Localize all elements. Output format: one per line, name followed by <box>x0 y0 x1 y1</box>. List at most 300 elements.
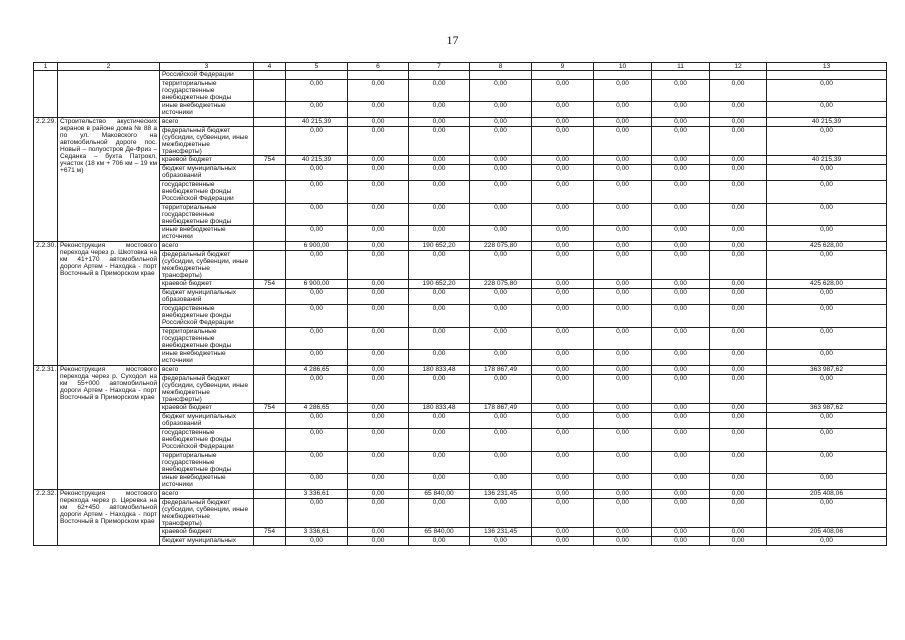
value-cell: 0,00 <box>470 251 532 280</box>
value-cell: 0,00 <box>710 102 767 118</box>
value-cell: 0,00 <box>409 204 470 226</box>
value-cell: 0,00 <box>532 413 594 429</box>
value-cell: 0,00 <box>286 328 348 350</box>
value-cell: 0,00 <box>409 156 470 165</box>
funding-source: федеральный бюджет (субсидии, субвенции, иные межбюджетные трансферты) <box>160 499 254 528</box>
value-cell: 0,00 <box>767 375 887 404</box>
value-cell: 0,00 <box>470 537 532 546</box>
value-cell: 0,00 <box>286 102 348 118</box>
value-cell: 0,00 <box>594 452 652 474</box>
table-row <box>34 328 887 350</box>
program-code-cell <box>254 490 286 499</box>
value-cell: 0,00 <box>594 537 652 546</box>
value-cell <box>254 102 286 118</box>
value-cell: 0,00 <box>348 80 409 102</box>
value-cell: 0,00 <box>409 251 470 280</box>
value-cell: 0,00 <box>767 305 887 328</box>
funding-source: территориальные государственные внебюджетные фонды <box>160 204 254 226</box>
value-cell: 0,00 <box>286 474 348 490</box>
table-row <box>34 118 887 127</box>
page-number: 17 <box>446 33 459 47</box>
value-cell: 0,00 <box>710 226 767 242</box>
table-row <box>34 413 887 429</box>
value-cell: 228 075,80 <box>470 280 532 289</box>
value-cell: 0,00 <box>710 242 767 251</box>
value-cell: 0,00 <box>594 181 652 204</box>
table-row <box>34 251 887 280</box>
value-cell: 0,00 <box>652 118 710 127</box>
value-cell: 0,00 <box>532 251 594 280</box>
value-cell: 0,00 <box>594 499 652 528</box>
program-code-cell <box>254 452 286 474</box>
value-cell: 65 840,00 <box>409 490 470 499</box>
funding-source: всего <box>160 242 254 251</box>
value-cell: 136 231,45 <box>470 490 532 499</box>
value-cell: 0,00 <box>348 251 409 280</box>
table-row <box>34 80 887 102</box>
value-cell <box>409 71 470 80</box>
row-code: 2.2.30. <box>34 242 58 366</box>
value-cell: 0,00 <box>470 226 532 242</box>
value-cell: 0,00 <box>767 165 887 181</box>
table-row <box>34 537 887 546</box>
value-cell: 0,00 <box>286 305 348 328</box>
table-row <box>34 165 887 181</box>
value-cell: 0,00 <box>532 528 594 537</box>
value-cell: 205 408,06 <box>767 490 887 499</box>
value-cell: 0,00 <box>348 305 409 328</box>
value-cell: 363 987,62 <box>767 366 887 375</box>
table-row <box>34 226 887 242</box>
value-cell: 40 215,39 <box>767 118 887 127</box>
value-cell: 0,00 <box>470 350 532 366</box>
funding-source: всего <box>160 366 254 375</box>
value-cell: 0,00 <box>652 204 710 226</box>
funding-source: бюджет муниципальных образований <box>160 165 254 181</box>
value-cell: 0,00 <box>767 429 887 452</box>
value-cell: 0,00 <box>710 375 767 404</box>
value-cell: 0,00 <box>594 102 652 118</box>
value-cell: 0,00 <box>767 226 887 242</box>
value-cell: 0,00 <box>409 375 470 404</box>
value-cell: 6 900,00 <box>286 242 348 251</box>
program-code-cell <box>254 165 286 181</box>
column-header: 1 <box>34 63 58 71</box>
value-cell: 0,00 <box>594 118 652 127</box>
table-row <box>34 305 887 328</box>
value-cell: 0,00 <box>594 328 652 350</box>
value-cell: 0,00 <box>710 127 767 156</box>
value-cell: 0,00 <box>409 537 470 546</box>
value-cell: 0,00 <box>710 118 767 127</box>
value-cell: 0,00 <box>532 118 594 127</box>
value-cell: 0,00 <box>409 350 470 366</box>
value-cell: 0,00 <box>348 127 409 156</box>
value-cell: 0,00 <box>532 289 594 305</box>
value-cell: 0,00 <box>409 102 470 118</box>
value-cell: 0,00 <box>652 375 710 404</box>
column-header: 5 <box>286 63 348 71</box>
value-cell: 0,00 <box>652 429 710 452</box>
value-cell: 0,00 <box>470 204 532 226</box>
table-row <box>34 350 887 366</box>
budget-table <box>33 62 887 546</box>
value-cell: 0,00 <box>710 181 767 204</box>
value-cell: 0,00 <box>594 251 652 280</box>
value-cell: 136 231,45 <box>470 528 532 537</box>
value-cell: 0,00 <box>532 165 594 181</box>
value-cell: 0,00 <box>348 328 409 350</box>
value-cell: 0,00 <box>286 127 348 156</box>
value-cell: 0,00 <box>470 80 532 102</box>
value-cell <box>286 71 348 80</box>
value-cell: 0,00 <box>710 165 767 181</box>
program-code-cell <box>254 413 286 429</box>
value-cell: 0,00 <box>767 350 887 366</box>
value-cell: 0,00 <box>710 537 767 546</box>
value-cell: 0,00 <box>348 413 409 429</box>
value-cell: 0,00 <box>470 328 532 350</box>
value-cell: 0,00 <box>348 118 409 127</box>
value-cell <box>652 71 710 80</box>
program-code-cell <box>254 251 286 280</box>
value-cell: 0,00 <box>470 375 532 404</box>
funding-source: федеральный бюджет (субсидии, субвенции, иные межбюджетные трансферты) <box>160 251 254 280</box>
value-cell: 228 075,80 <box>470 242 532 251</box>
value-cell: 0,00 <box>470 181 532 204</box>
value-cell: 0,00 <box>409 181 470 204</box>
value-cell: 0,00 <box>532 366 594 375</box>
table-row <box>34 127 887 156</box>
value-cell: 0,00 <box>652 226 710 242</box>
funding-source: всего <box>160 490 254 499</box>
value-cell: 0,00 <box>532 80 594 102</box>
value-cell: 0,00 <box>470 289 532 305</box>
value-cell: 425 628,00 <box>767 242 887 251</box>
row-code: 2.2.31. <box>34 366 58 490</box>
column-header: 3 <box>160 63 254 71</box>
value-cell: 0,00 <box>532 280 594 289</box>
value-cell: 0,00 <box>594 289 652 305</box>
funding-source: иные внебюджетные источники <box>160 102 254 118</box>
value-cell: 3 336,61 <box>286 528 348 537</box>
value-cell: 0,00 <box>594 280 652 289</box>
value-cell: 0,00 <box>470 127 532 156</box>
value-cell: 0,00 <box>532 429 594 452</box>
value-cell: 0,00 <box>286 80 348 102</box>
value-cell: 0,00 <box>470 305 532 328</box>
value-cell: 0,00 <box>470 156 532 165</box>
program-code-cell <box>254 429 286 452</box>
value-cell: 0,00 <box>470 474 532 490</box>
value-cell: 0,00 <box>348 350 409 366</box>
value-cell: 40 215,39 <box>286 118 348 127</box>
funding-source: краевой бюджет <box>160 156 254 165</box>
value-cell: 425 628,00 <box>767 280 887 289</box>
funding-source: федеральный бюджет (субсидии, субвенции, иные межбюджетные трансферты) <box>160 127 254 156</box>
value-cell: 0,00 <box>532 452 594 474</box>
value-cell: 0,00 <box>532 226 594 242</box>
funding-source: федеральный бюджет (субсидии, субвенции, иные межбюджетные трансферты) <box>160 375 254 404</box>
value-cell: 0,00 <box>767 328 887 350</box>
funding-source: иные внебюджетные источники <box>160 350 254 366</box>
program-code-cell <box>254 305 286 328</box>
table-row <box>34 181 887 204</box>
row-code <box>34 71 58 118</box>
value-cell: 0,00 <box>710 499 767 528</box>
program-code-cell <box>254 499 286 528</box>
value-cell: 0,00 <box>710 289 767 305</box>
program-code-cell <box>254 127 286 156</box>
value-cell: 0,00 <box>767 499 887 528</box>
value-cell <box>710 71 767 80</box>
value-cell: 0,00 <box>652 413 710 429</box>
value-cell: 0,00 <box>710 328 767 350</box>
table-row <box>34 280 887 289</box>
funding-source: территориальные государственные внебюджетные фонды <box>160 328 254 350</box>
value-cell: 0,00 <box>348 404 409 413</box>
value-cell: 0,00 <box>594 350 652 366</box>
value-cell: 0,00 <box>348 429 409 452</box>
value-cell: 0,00 <box>348 226 409 242</box>
value-cell: 0,00 <box>710 452 767 474</box>
value-cell <box>470 71 532 80</box>
program-code-cell: 754 <box>254 280 286 289</box>
value-cell: 0,00 <box>652 181 710 204</box>
row-name: Строительство акустических экранов в районе дома № 88 а по ул. Маковского на автомобильной дороге пос. Новый – полуостров Де-Фриз – Седанка – бухта Патрокл, участок (18 км + 706 км – 19 км +671 м) <box>58 118 160 242</box>
value-cell: 0,00 <box>348 375 409 404</box>
value-cell: 0,00 <box>710 413 767 429</box>
value-cell: 0,00 <box>767 204 887 226</box>
value-cell: 0,00 <box>652 404 710 413</box>
value-cell: 0,00 <box>348 474 409 490</box>
value-cell: 0,00 <box>532 204 594 226</box>
funding-source: территориальные государственные внебюджетные фонды <box>160 452 254 474</box>
value-cell: 0,00 <box>710 156 767 165</box>
value-cell: 0,00 <box>409 305 470 328</box>
row-code: 2.2.32. <box>34 490 58 546</box>
program-code-cell <box>254 289 286 305</box>
funding-source: бюджет муниципальных <box>160 537 254 546</box>
value-cell: 0,00 <box>710 280 767 289</box>
value-cell: 0,00 <box>767 127 887 156</box>
program-code-cell: 754 <box>254 404 286 413</box>
value-cell: 0,00 <box>652 127 710 156</box>
value-cell: 0,00 <box>652 305 710 328</box>
value-cell <box>532 71 594 80</box>
table-row <box>34 71 887 80</box>
program-code-cell <box>254 242 286 251</box>
value-cell: 0,00 <box>710 366 767 375</box>
program-code-cell <box>254 375 286 404</box>
value-cell: 0,00 <box>286 204 348 226</box>
value-cell: 0,00 <box>286 165 348 181</box>
value-cell: 0,00 <box>348 156 409 165</box>
value-cell <box>594 71 652 80</box>
value-cell: 0,00 <box>348 537 409 546</box>
value-cell: 0,00 <box>286 350 348 366</box>
value-cell: 0,00 <box>767 80 887 102</box>
value-cell: 0,00 <box>409 413 470 429</box>
value-cell <box>348 71 409 80</box>
value-cell: 0,00 <box>348 490 409 499</box>
value-cell: 0,00 <box>286 226 348 242</box>
value-cell: 0,00 <box>652 280 710 289</box>
funding-source: государственные внебюджетные фонды Российской Федерации <box>160 429 254 452</box>
funding-source: краевой бюджет <box>160 528 254 537</box>
value-cell: 0,00 <box>710 251 767 280</box>
value-cell: 0,00 <box>652 102 710 118</box>
value-cell: 0,00 <box>594 305 652 328</box>
value-cell: 0,00 <box>594 80 652 102</box>
program-code-cell <box>254 474 286 490</box>
value-cell: 0,00 <box>409 474 470 490</box>
column-header: 4 <box>254 63 286 71</box>
value-cell: 190 652,20 <box>409 280 470 289</box>
table-row <box>34 452 887 474</box>
value-cell: 0,00 <box>470 165 532 181</box>
value-cell: 0,00 <box>767 474 887 490</box>
value-cell: 0,00 <box>594 413 652 429</box>
value-cell: 0,00 <box>652 490 710 499</box>
value-cell <box>254 71 286 80</box>
value-cell: 0,00 <box>594 366 652 375</box>
value-cell: 0,00 <box>710 204 767 226</box>
funding-source: всего <box>160 118 254 127</box>
value-cell: 0,00 <box>532 404 594 413</box>
column-header: 11 <box>652 63 710 71</box>
value-cell: 180 833,48 <box>409 366 470 375</box>
funding-source: территориальные государственные внебюджетные фонды <box>160 80 254 102</box>
row-code: 2.2.29. <box>34 118 58 242</box>
value-cell: 0,00 <box>532 181 594 204</box>
value-cell: 205 408,06 <box>767 528 887 537</box>
value-cell: 0,00 <box>409 118 470 127</box>
value-cell: 0,00 <box>594 226 652 242</box>
value-cell: 0,00 <box>652 452 710 474</box>
table-row <box>34 366 887 375</box>
value-cell: 0,00 <box>286 375 348 404</box>
value-cell: 0,00 <box>652 328 710 350</box>
funding-source: иные внебюджетные источники <box>160 226 254 242</box>
funding-source: бюджет муниципальных образований <box>160 289 254 305</box>
value-cell: 0,00 <box>286 499 348 528</box>
value-cell: 0,00 <box>652 289 710 305</box>
value-cell: 0,00 <box>710 404 767 413</box>
value-cell: 0,00 <box>767 102 887 118</box>
value-cell: 0,00 <box>409 165 470 181</box>
value-cell: 0,00 <box>594 127 652 156</box>
value-cell: 0,00 <box>348 289 409 305</box>
column-header: 9 <box>532 63 594 71</box>
value-cell: 0,00 <box>594 474 652 490</box>
column-header: 8 <box>470 63 532 71</box>
value-cell: 0,00 <box>710 429 767 452</box>
value-cell: 0,00 <box>710 305 767 328</box>
program-code-cell <box>254 350 286 366</box>
value-cell: 0,00 <box>532 305 594 328</box>
value-cell: 0,00 <box>348 242 409 251</box>
funding-source: бюджет муниципальных образований <box>160 413 254 429</box>
program-code-cell: 754 <box>254 528 286 537</box>
value-cell: 0,00 <box>348 165 409 181</box>
value-cell: 0,00 <box>286 452 348 474</box>
value-cell: 0,00 <box>348 204 409 226</box>
value-cell: 4 286,65 <box>286 366 348 375</box>
value-cell: 0,00 <box>409 499 470 528</box>
value-cell: 0,00 <box>652 242 710 251</box>
table-row <box>34 499 887 528</box>
program-code-cell <box>254 328 286 350</box>
program-code-cell <box>254 226 286 242</box>
value-cell: 0,00 <box>710 80 767 102</box>
funding-source: государственные внебюджетные фонды Российской Федерации <box>160 181 254 204</box>
value-cell: 190 652,20 <box>409 242 470 251</box>
table-row <box>34 289 887 305</box>
value-cell: 0,00 <box>594 429 652 452</box>
value-cell: 0,00 <box>409 80 470 102</box>
value-cell: 0,00 <box>409 127 470 156</box>
table-row <box>34 375 887 404</box>
value-cell: 0,00 <box>594 204 652 226</box>
value-cell: 0,00 <box>594 375 652 404</box>
value-cell: 0,00 <box>652 499 710 528</box>
column-header: 10 <box>594 63 652 71</box>
column-header: 12 <box>710 63 767 71</box>
value-cell: 0,00 <box>767 452 887 474</box>
value-cell: 0,00 <box>767 181 887 204</box>
value-cell: 0,00 <box>470 429 532 452</box>
row-name: Реконструкция мостового перехода через р. Суходол на км 55+000 автомобильной дороги Артем - Находка - порт Восточный в Приморском крае <box>58 366 160 490</box>
funding-source: Российской Федерации <box>160 71 254 80</box>
value-cell: 40 215,39 <box>286 156 348 165</box>
row-name: Реконструкция мостового перехода через р. Церевка на км 62+450 автомобильной дороги Артем - Находка - порт Восточный в Приморском крае <box>58 490 160 546</box>
value-cell: 0,00 <box>286 429 348 452</box>
value-cell: 0,00 <box>710 350 767 366</box>
value-cell: 4 286,65 <box>286 404 348 413</box>
value-cell: 0,00 <box>594 528 652 537</box>
value-cell: 0,00 <box>470 499 532 528</box>
table-row <box>34 204 887 226</box>
value-cell: 0,00 <box>470 102 532 118</box>
value-cell: 0,00 <box>409 452 470 474</box>
value-cell: 0,00 <box>286 289 348 305</box>
value-cell: 0,00 <box>652 80 710 102</box>
value-cell: 0,00 <box>532 328 594 350</box>
value-cell: 178 867,49 <box>470 366 532 375</box>
value-cell: 0,00 <box>652 251 710 280</box>
value-cell: 178 867,49 <box>470 404 532 413</box>
value-cell: 0,00 <box>652 474 710 490</box>
value-cell: 3 336,61 <box>286 490 348 499</box>
program-code-cell <box>254 118 286 127</box>
value-cell: 0,00 <box>652 366 710 375</box>
value-cell: 0,00 <box>348 528 409 537</box>
value-cell: 0,00 <box>710 490 767 499</box>
value-cell: 0,00 <box>532 242 594 251</box>
value-cell: 0,00 <box>348 452 409 474</box>
funding-source: краевой бюджет <box>160 404 254 413</box>
program-code-cell: 754 <box>254 156 286 165</box>
program-code-cell <box>254 366 286 375</box>
program-code-cell <box>254 537 286 546</box>
value-cell: 0,00 <box>409 226 470 242</box>
value-cell: 0,00 <box>767 413 887 429</box>
value-cell: 0,00 <box>532 102 594 118</box>
value-cell: 65 840,00 <box>409 528 470 537</box>
value-cell: 363 987,62 <box>767 404 887 413</box>
column-header: 2 <box>58 63 160 71</box>
